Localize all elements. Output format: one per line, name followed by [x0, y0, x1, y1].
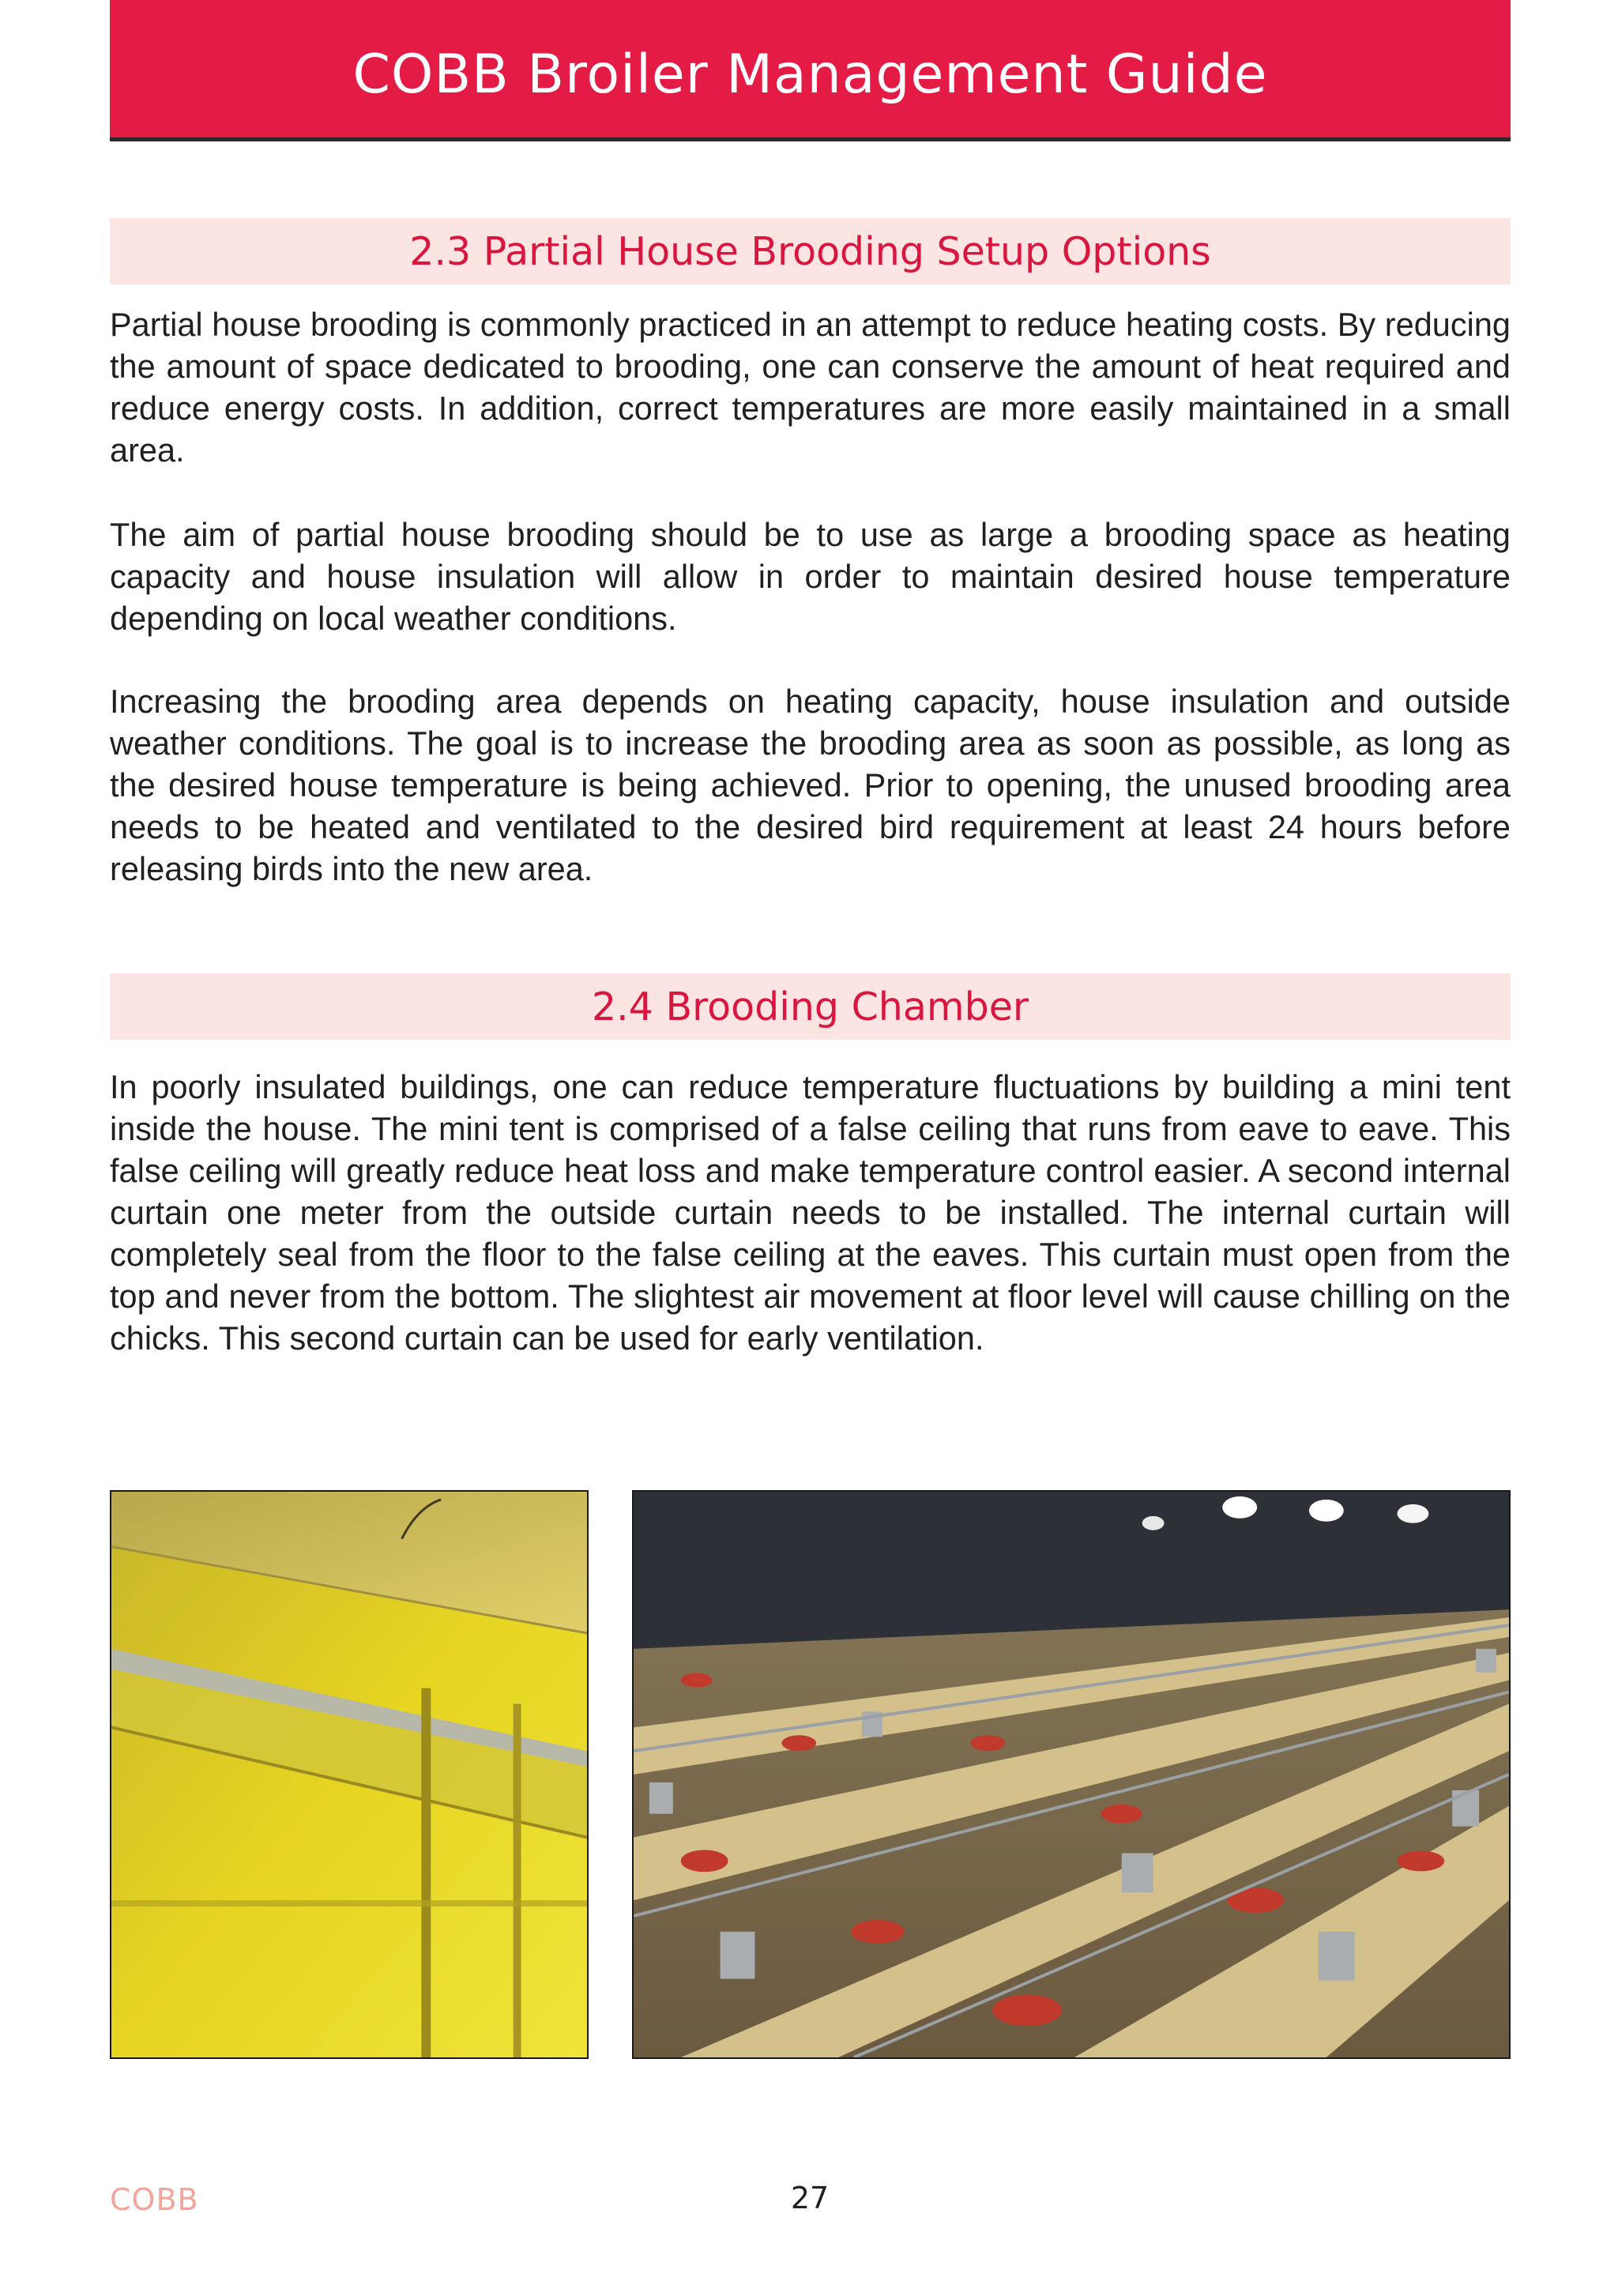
page-title: COBB Broiler Management Guide: [352, 43, 1268, 106]
footer-brand: COBB: [110, 2182, 199, 2217]
section-title: 2.4 Brooding Chamber: [591, 984, 1029, 1029]
section-heading-2-4: [110, 973, 1511, 1040]
paragraph: Increasing the brooding area depends on heating capacity, house insulation and outside weather conditions. The goal is to increase the brooding area as soon as possible, as long as the desired house temperature is being achieved. Prior to opening, the unused brooding area needs to be heated and ventilated to the desired bird requirement at least 24 hours before releasing birds into the new area.: [110, 683, 1511, 887]
section-heading-2-3: [110, 218, 1511, 284]
paragraph: In poorly insulated buildings, one can reduce temperature fluctuations by building a mini tent inside the house. The mini tent is comprised of a false ceiling that runs from eave to eave. This false ceiling will greatly reduce heat loss and make temperature control easier. A second internal curtain one meter from the outside curtain needs to be installed. The internal curtain will completely seal from the floor to the false ceiling at the eaves. This curtain must open from the top and never from the bottom. The slightest air movement at floor level will cause chilling on the chicks. This second curtain can be used for early ventilation.: [110, 1068, 1511, 1357]
paragraph: Partial house brooding is commonly practiced in an attempt to reduce heating costs. By reducing the amount of space dedicated to brooding, one can conserve the amount of heat required and reduce energy costs. In addition, correct temperatures are more easily maintained in a small area.: [110, 306, 1511, 469]
page-header: [110, 0, 1511, 141]
curtain-illustration: [111, 1492, 587, 2057]
paragraph: The aim of partial house brooding should be to use as large a brooding space as heating capacity and house insulation will allow in order to maintain desired house temperature depending on local weather conditions.: [110, 516, 1511, 637]
brooding-house-photo: [632, 1490, 1511, 2059]
curtain-photo: [110, 1490, 589, 2059]
house-illustration: [634, 1492, 1509, 2057]
page-number: 27: [790, 2181, 830, 2215]
section-title: 2.3 Partial House Brooding Setup Options: [409, 228, 1211, 274]
